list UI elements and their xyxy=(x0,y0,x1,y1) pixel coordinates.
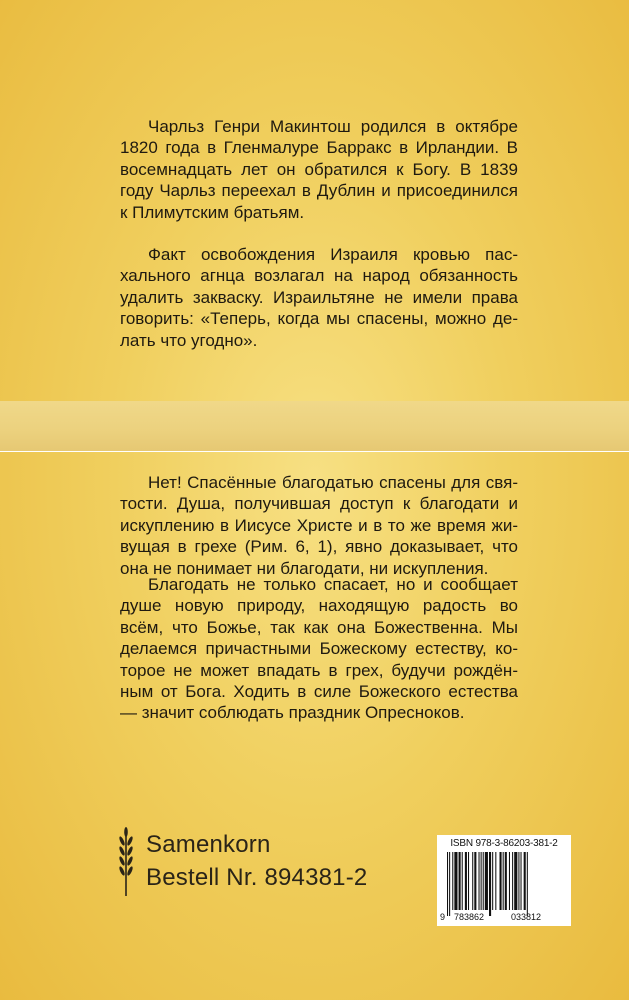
author-bio-text: Чарльз Генри Макинтош родился в октябре 1820 года в Гленмалуре Барракс в Ирландии. В восемнадцать лет он обратился к Богу. В 1839 году Чарльз переехал в Дублин и присоединился к Плимутским братьям. xyxy=(120,117,518,222)
barcode-digits-right: 033812 xyxy=(511,912,542,922)
publisher-name: Samenkorn xyxy=(146,831,271,858)
author-bio-paragraph xyxy=(120,116,518,223)
barcode-bar xyxy=(512,852,513,910)
barcode-bar xyxy=(452,852,453,910)
barcode-bar xyxy=(479,852,480,910)
barcode-bar xyxy=(472,852,473,910)
holiness-paragraph xyxy=(120,472,518,579)
barcode-bar xyxy=(454,852,457,910)
barcode-bar xyxy=(485,852,488,910)
barcode-bar xyxy=(500,852,502,910)
barcode-bar xyxy=(483,852,484,910)
barcode-bar xyxy=(489,852,491,916)
order-number: Bestell Nr. 894381-2 xyxy=(146,864,368,891)
barcode-bar xyxy=(495,852,496,910)
barcode-bar xyxy=(492,852,493,910)
barcode-bar xyxy=(465,852,467,910)
wheat-ear-icon xyxy=(116,826,136,898)
band-divider xyxy=(0,451,629,452)
barcode-bar xyxy=(447,852,448,916)
barcode-bar xyxy=(505,852,507,910)
passover-paragraph xyxy=(120,244,518,351)
isbn-label: ISBN 978-3-86203-381-2 xyxy=(450,838,558,849)
holiness-text: Нет! Спасённые благодатью спасены для святости. Душа, получившая доступ к благодати и искуплению в Иисусе Христе и в то же время живущая в грехе (Рим. 6, 1), явно доказывает, что она не понимает ни благодати, ни искупления. xyxy=(120,473,518,578)
barcode-bar xyxy=(521,852,522,910)
barcode-bar xyxy=(509,852,510,910)
barcode-digit-first: 9 xyxy=(440,912,446,922)
grace-paragraph xyxy=(120,574,518,724)
isbn-barcode xyxy=(437,835,571,926)
barcode-bars xyxy=(445,852,563,916)
barcode-digits-left: 783862 xyxy=(454,912,485,922)
barcode-bar xyxy=(449,852,450,916)
barcode-bar xyxy=(474,852,476,910)
barcode-bar xyxy=(459,852,461,910)
barcode-bar xyxy=(503,852,504,910)
barcode-bar xyxy=(468,852,469,910)
passover-text: Факт освобождения Израиля кровью пасхального агнца возлагал на народ обязанность удалить закваску. Израильтяне не имели права говорить: «Теперь, когда мы спасены, можно делать что угодно». xyxy=(120,245,518,350)
barcode-bar xyxy=(518,852,519,910)
decorative-band xyxy=(0,401,629,451)
barcode-bar xyxy=(514,852,517,910)
barcode-bar xyxy=(462,852,463,910)
barcode-bar xyxy=(524,852,526,910)
barcode-bar xyxy=(527,852,528,916)
grace-text: Благодать не только спасает, но и сообщает душе новую природу, находящую радость во всём, что Божье, так как она Божественна. Мы делаемся причастными Божескому естеству, которое не может впадать в грех, будучи рождённым от Бога. Ходить в силе Божеского естества — значит соблюдать праздник Опресноков. xyxy=(120,575,518,723)
barcode-bar xyxy=(481,852,482,910)
